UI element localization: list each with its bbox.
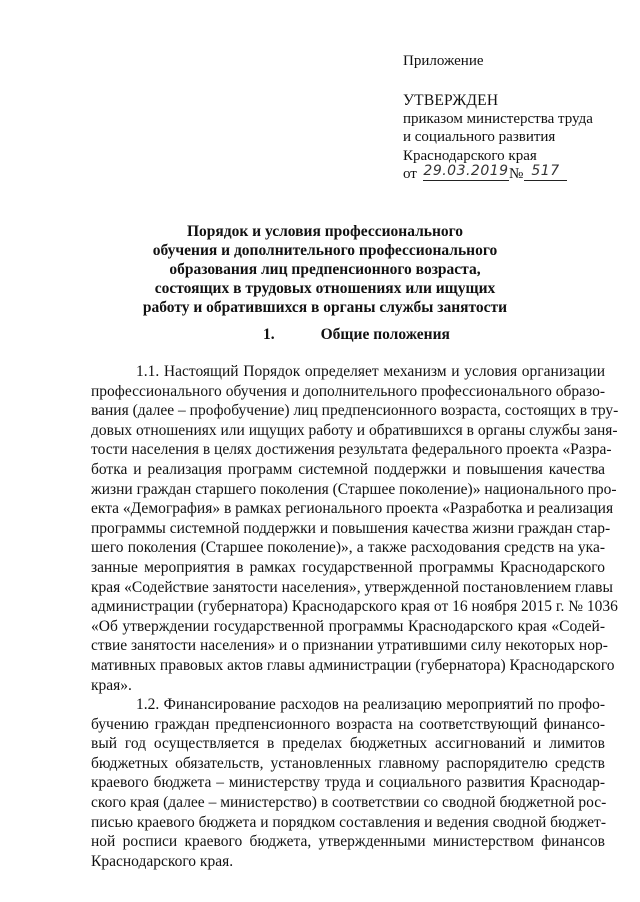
title-line: состоящих в трудовых отношениях или ищущих bbox=[154, 280, 496, 297]
text-line: 1.2. Финансирование расходов на реализацию мероприятий по профо- bbox=[136, 696, 605, 714]
text-line: шего поколения (Старшее поколение)», а также расходования средств на ука- bbox=[91, 539, 605, 557]
text-line: администрации (губернатора) Краснодарского края от 16 ноября 2015 г. № 1036 bbox=[91, 598, 618, 616]
attachment-label: Приложение bbox=[403, 53, 484, 69]
text-line: ной росписи краевого бюджета, утвержденными министерством финансов bbox=[91, 833, 605, 851]
paragraph-1-2 bbox=[91, 695, 605, 871]
text-line: мативных правовых актов главы администрации (губернатора) Краснодарского bbox=[91, 656, 615, 674]
text-line: ствие занятости населения» и о признании утратившими силу некоторых нор- bbox=[91, 637, 608, 655]
handwritten-date: 29.03.2019 bbox=[423, 162, 509, 179]
from-label: от bbox=[403, 165, 417, 182]
text-line: жизни граждан старшего поколения (Старшее поколение)» национального про- bbox=[91, 480, 617, 498]
document-body bbox=[91, 362, 619, 871]
order-date-number-row bbox=[403, 162, 593, 185]
text-line: писью краевого бюджета и порядком составления и ведения сводной бюджет- bbox=[91, 813, 606, 831]
text-line: довых отношениях или ищущих работу и обратившихся в органы службы заня- bbox=[91, 421, 618, 439]
title-line: образования лиц предпенсионного возраста, bbox=[169, 261, 481, 278]
section-number: 1. bbox=[263, 326, 275, 343]
text-line: края». bbox=[91, 676, 132, 694]
approval-block bbox=[403, 92, 593, 185]
text-line: тости населения в целях достижения результата федерального проекта «Разра- bbox=[91, 441, 612, 459]
text-line: бюджетных обязательств, установленных главному распорядителю средств bbox=[91, 754, 605, 772]
text-line: Краснодарского края. bbox=[91, 852, 234, 870]
text-line: вый год осуществляется в пределах бюджетных ассигнований и лимитов bbox=[91, 735, 605, 753]
text-line: 1.1. Настоящий Порядок определяет механизм и условия организации bbox=[136, 363, 605, 380]
text-line: ботка и реализация программ системной поддержки и повышения качества bbox=[91, 460, 605, 478]
paragraph-1-1 bbox=[91, 362, 619, 695]
title-line: обучения и дополнительного профессионального bbox=[152, 242, 498, 259]
title-line: Порядок и условия профессионального bbox=[186, 223, 464, 240]
text-line: «Об утверждении государственной программы Краснодарского края «Содей- bbox=[91, 617, 605, 635]
text-line: екта «Демография» в рамках регионального проекта «Разработка и реализация bbox=[91, 500, 614, 518]
text-line: края «Содействие занятости населения», утвержденной постановлением главы bbox=[91, 578, 613, 596]
title-line: работу и обратившихся в органы службы занятости bbox=[142, 299, 508, 316]
section-title: Общие положения bbox=[320, 326, 450, 343]
document-title bbox=[120, 222, 530, 317]
text-line: краевого бюджета – министерству труда и социального развития Краснодар- bbox=[91, 774, 605, 792]
number-sign: № bbox=[509, 165, 524, 182]
text-line: занные мероприятия в рамках государственной программы Краснодарского bbox=[91, 558, 605, 576]
text-line: ского края (далее – министерство) в соответствии со сводной бюджетной рос- bbox=[91, 794, 607, 812]
approved-line: и социального развития bbox=[403, 129, 556, 146]
text-line: программы системной поддержки и повышения качества жизни граждан стар- bbox=[91, 519, 611, 537]
text-line: бучению граждан предпенсионного возраста на соответствующий финансо- bbox=[91, 715, 605, 733]
text-line: профессионального обучения и дополнительного профессионального образо- bbox=[91, 382, 605, 400]
handwritten-number: 517 bbox=[524, 162, 567, 181]
section-heading bbox=[263, 325, 450, 344]
text-line: вания (далее – профобучение) лиц предпенсионного возраста, состоящих в тру- bbox=[91, 402, 619, 420]
approved-line: приказом министерства труда bbox=[403, 111, 593, 128]
approved-line: Краснодарского края bbox=[403, 147, 537, 164]
approved-heading: УТВЕРЖДЕН bbox=[403, 92, 499, 109]
